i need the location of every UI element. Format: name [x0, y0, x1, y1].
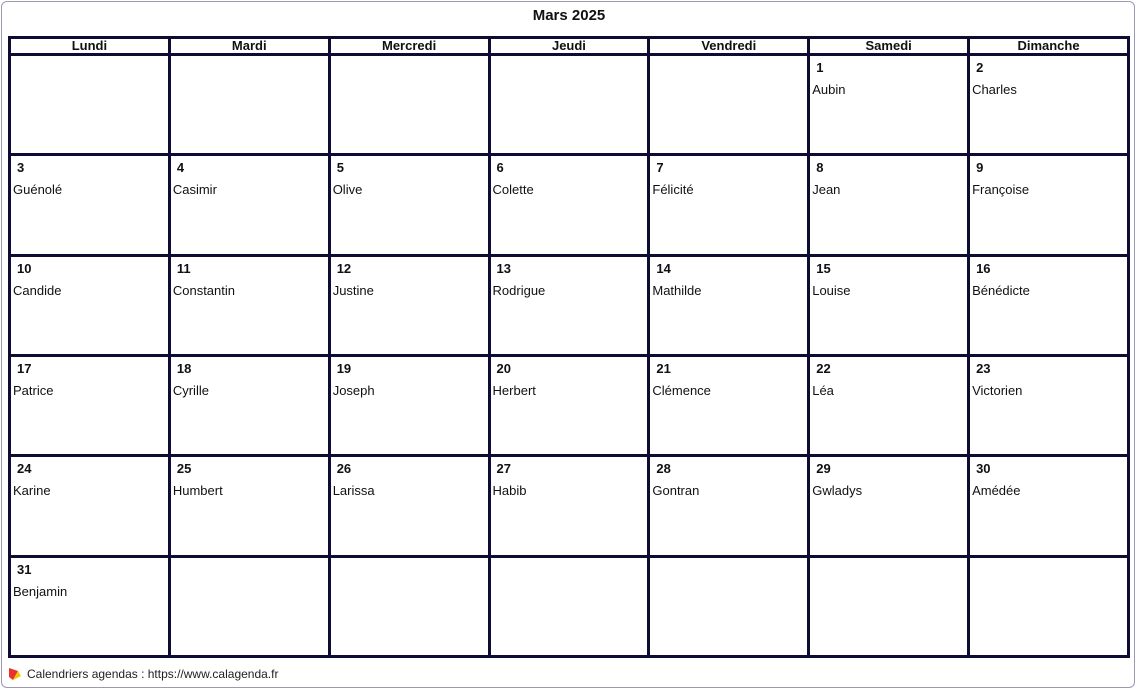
weekday-header: Mercredi	[329, 38, 489, 55]
weekday-header: Lundi	[10, 38, 170, 55]
day-number	[816, 562, 967, 578]
day-cell[interactable]	[169, 456, 329, 556]
day-cell[interactable]	[809, 556, 969, 656]
calendar-title: Mars 2025	[532, 7, 606, 24]
saint-name: Clémence	[652, 382, 711, 398]
saint-name: Casimir	[172, 182, 217, 198]
day-number: 24	[17, 461, 32, 477]
week-row	[10, 255, 1129, 355]
saint-name: Patrice	[13, 382, 54, 398]
day-number: 5	[336, 160, 344, 176]
day-number	[337, 60, 488, 76]
day-cell[interactable]	[649, 456, 809, 556]
footer-link[interactable]: Calendriers agendas : https://www.calagenda.fr	[27, 667, 279, 681]
day-number: 13	[496, 260, 511, 276]
day-cell[interactable]	[969, 55, 1129, 155]
day-cell[interactable]	[169, 155, 329, 255]
day-cell[interactable]	[169, 55, 329, 155]
weekday-header: Vendredi	[649, 38, 809, 55]
weekday-header: Jeudi	[489, 38, 649, 55]
saint-name: Constantin	[172, 282, 235, 298]
day-cell[interactable]	[169, 255, 329, 355]
saint-name: Guénolé	[13, 182, 63, 198]
saint-name: Habib	[492, 483, 527, 499]
day-number: 8	[816, 160, 824, 176]
saint-name: Karine	[13, 483, 51, 499]
day-cell[interactable]	[649, 155, 809, 255]
day-cell[interactable]	[809, 456, 969, 556]
day-cell[interactable]	[969, 255, 1129, 355]
day-cell[interactable]	[649, 55, 809, 155]
day-cell[interactable]	[969, 155, 1129, 255]
day-number: 22	[816, 360, 831, 376]
day-number: 2	[976, 60, 984, 75]
weekday-header: Samedi	[809, 38, 969, 55]
footer	[9, 667, 278, 681]
day-cell[interactable]	[329, 155, 489, 255]
saint-name: Herbert	[492, 382, 536, 398]
saint-name: Gwladys	[812, 483, 863, 499]
day-number: 12	[336, 260, 352, 276]
day-cell[interactable]	[329, 456, 489, 556]
day-number	[17, 60, 168, 76]
day-number: 6	[496, 160, 504, 176]
day-cell[interactable]	[10, 456, 170, 556]
day-number: 27	[496, 461, 511, 477]
saint-name: Amédée	[972, 483, 1021, 499]
day-cell[interactable]	[489, 355, 649, 455]
saint-name: Humbert	[172, 483, 223, 499]
day-cell[interactable]	[489, 556, 649, 656]
day-number	[177, 60, 328, 76]
day-cell[interactable]	[969, 355, 1129, 455]
day-number: 25	[176, 461, 192, 477]
day-cell[interactable]	[329, 355, 489, 455]
day-cell[interactable]	[809, 355, 969, 455]
saint-name: Candide	[13, 282, 62, 298]
weekday-header: Dimanche	[969, 38, 1129, 55]
day-number: 1	[816, 60, 824, 75]
day-number: 4	[176, 160, 185, 176]
day-cell[interactable]	[649, 355, 809, 455]
day-number	[976, 562, 1127, 578]
saint-name: Cyrille	[172, 382, 209, 398]
day-number: 30	[976, 461, 991, 477]
saint-name: Olive	[332, 182, 363, 198]
day-cell[interactable]	[10, 355, 170, 455]
day-cell[interactable]	[329, 255, 489, 355]
week-row	[10, 556, 1129, 656]
day-number: 18	[176, 360, 192, 376]
saint-name: Justine	[332, 282, 374, 298]
saint-name: Bénédicte	[972, 282, 1030, 298]
saint-name: Benjamin	[13, 583, 68, 599]
day-cell[interactable]	[489, 255, 649, 355]
day-number	[337, 562, 488, 578]
day-number	[656, 562, 807, 578]
week-row	[10, 456, 1129, 556]
day-number: 26	[336, 461, 352, 477]
day-number	[656, 60, 807, 76]
day-number: 19	[336, 360, 352, 376]
day-number: 7	[656, 160, 664, 176]
saint-name: Larissa	[332, 483, 375, 499]
day-number: 17	[17, 360, 32, 376]
day-cell[interactable]	[489, 456, 649, 556]
saint-name: Colette	[492, 182, 534, 198]
day-cell[interactable]	[489, 155, 649, 255]
day-number: 10	[17, 260, 32, 276]
day-number: 15	[816, 260, 831, 276]
day-cell[interactable]	[169, 556, 329, 656]
day-number: 29	[816, 461, 831, 477]
saint-name: Jean	[812, 182, 841, 198]
saint-name: Gontran	[652, 483, 700, 499]
saint-name: Léa	[812, 382, 834, 398]
day-number: 28	[656, 461, 671, 477]
calagenda-logo-icon	[9, 668, 21, 680]
day-number: 3	[17, 160, 25, 176]
day-cell[interactable]	[969, 556, 1129, 656]
day-cell[interactable]	[329, 55, 489, 155]
saint-name: Mathilde	[652, 282, 702, 298]
saint-name: Victorien	[972, 382, 1023, 398]
day-number: 14	[656, 260, 671, 276]
day-number: 31	[17, 561, 32, 577]
day-number	[177, 562, 328, 578]
saint-name: Aubin	[812, 82, 846, 97]
saint-name: Françoise	[972, 182, 1030, 198]
saint-name: Louise	[812, 282, 851, 298]
day-number	[497, 562, 648, 578]
weekday-header-row	[10, 38, 1129, 55]
day-number: 11	[176, 260, 191, 276]
day-cell[interactable]	[969, 456, 1129, 556]
day-cell[interactable]	[10, 255, 170, 355]
day-number: 16	[976, 260, 991, 276]
day-cell[interactable]	[10, 55, 170, 155]
day-number: 21	[656, 360, 671, 376]
weekday-header: Mardi	[169, 38, 329, 55]
calendar-grid	[8, 36, 1130, 658]
day-cell[interactable]	[809, 255, 969, 355]
saint-name: Charles	[972, 82, 1017, 97]
day-cell[interactable]	[10, 556, 170, 656]
day-cell[interactable]	[649, 255, 809, 355]
week-row	[10, 355, 1129, 455]
day-cell[interactable]	[809, 55, 969, 155]
week-row	[10, 155, 1129, 255]
week-row	[10, 55, 1129, 155]
day-cell[interactable]	[169, 355, 329, 455]
day-cell[interactable]	[489, 55, 649, 155]
saint-name: Félicité	[652, 182, 694, 198]
day-cell[interactable]	[809, 155, 969, 255]
day-number	[497, 60, 648, 76]
day-cell[interactable]	[649, 556, 809, 656]
day-number: 9	[976, 160, 984, 176]
saint-name: Rodrigue	[492, 282, 546, 298]
day-cell[interactable]	[10, 155, 170, 255]
day-number: 23	[976, 360, 991, 376]
day-number: 20	[496, 360, 511, 376]
calendar-body	[10, 55, 1129, 657]
saint-name: Joseph	[332, 382, 375, 398]
day-cell[interactable]	[329, 556, 489, 656]
